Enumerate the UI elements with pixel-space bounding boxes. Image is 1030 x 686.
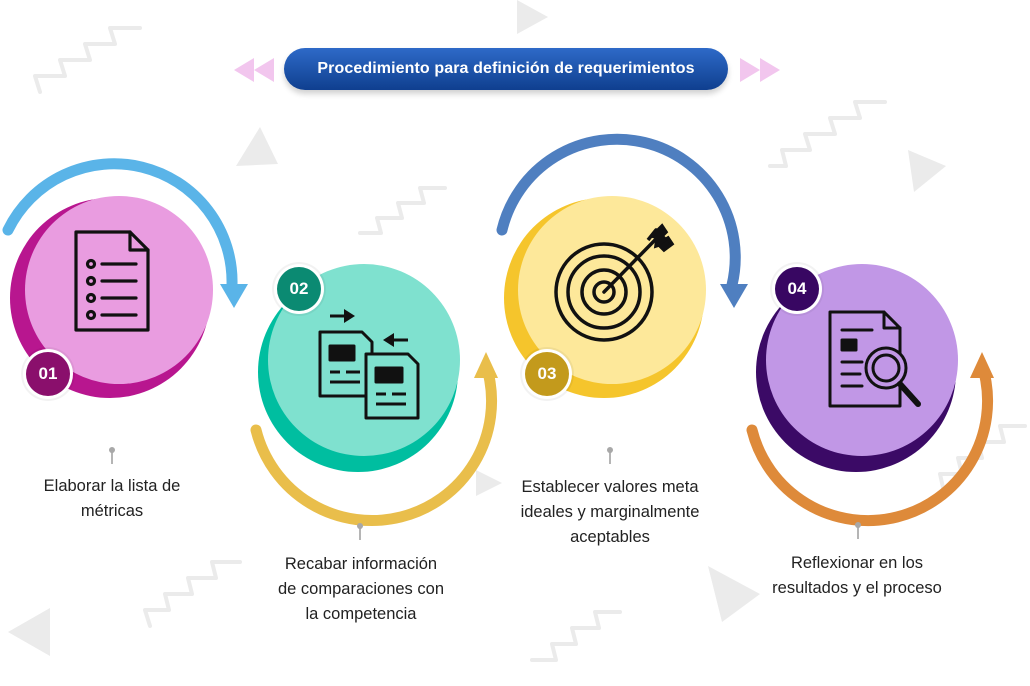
step-1-number-badge: 01 (26, 352, 70, 396)
step-1-caption: Elaborar la lista de métricas (43, 477, 181, 520)
page-title: Procedimiento para definición de requerimientos (317, 60, 695, 77)
step-4-arrowhead (970, 352, 994, 378)
step-4-pin (857, 525, 859, 539)
step-4-caption: Reflexionar en los resultados y el proceso (772, 554, 942, 597)
step-2-number-badge: 02 (277, 267, 321, 311)
step-2-caption: Recabar información de comparaciones con la competencia (277, 555, 444, 623)
step-4-number-badge: 04 (775, 267, 819, 311)
step-3-caption: Establecer valores meta ideales y marginalmente aceptables (520, 478, 700, 546)
step-3-number-badge: 03 (525, 352, 569, 396)
